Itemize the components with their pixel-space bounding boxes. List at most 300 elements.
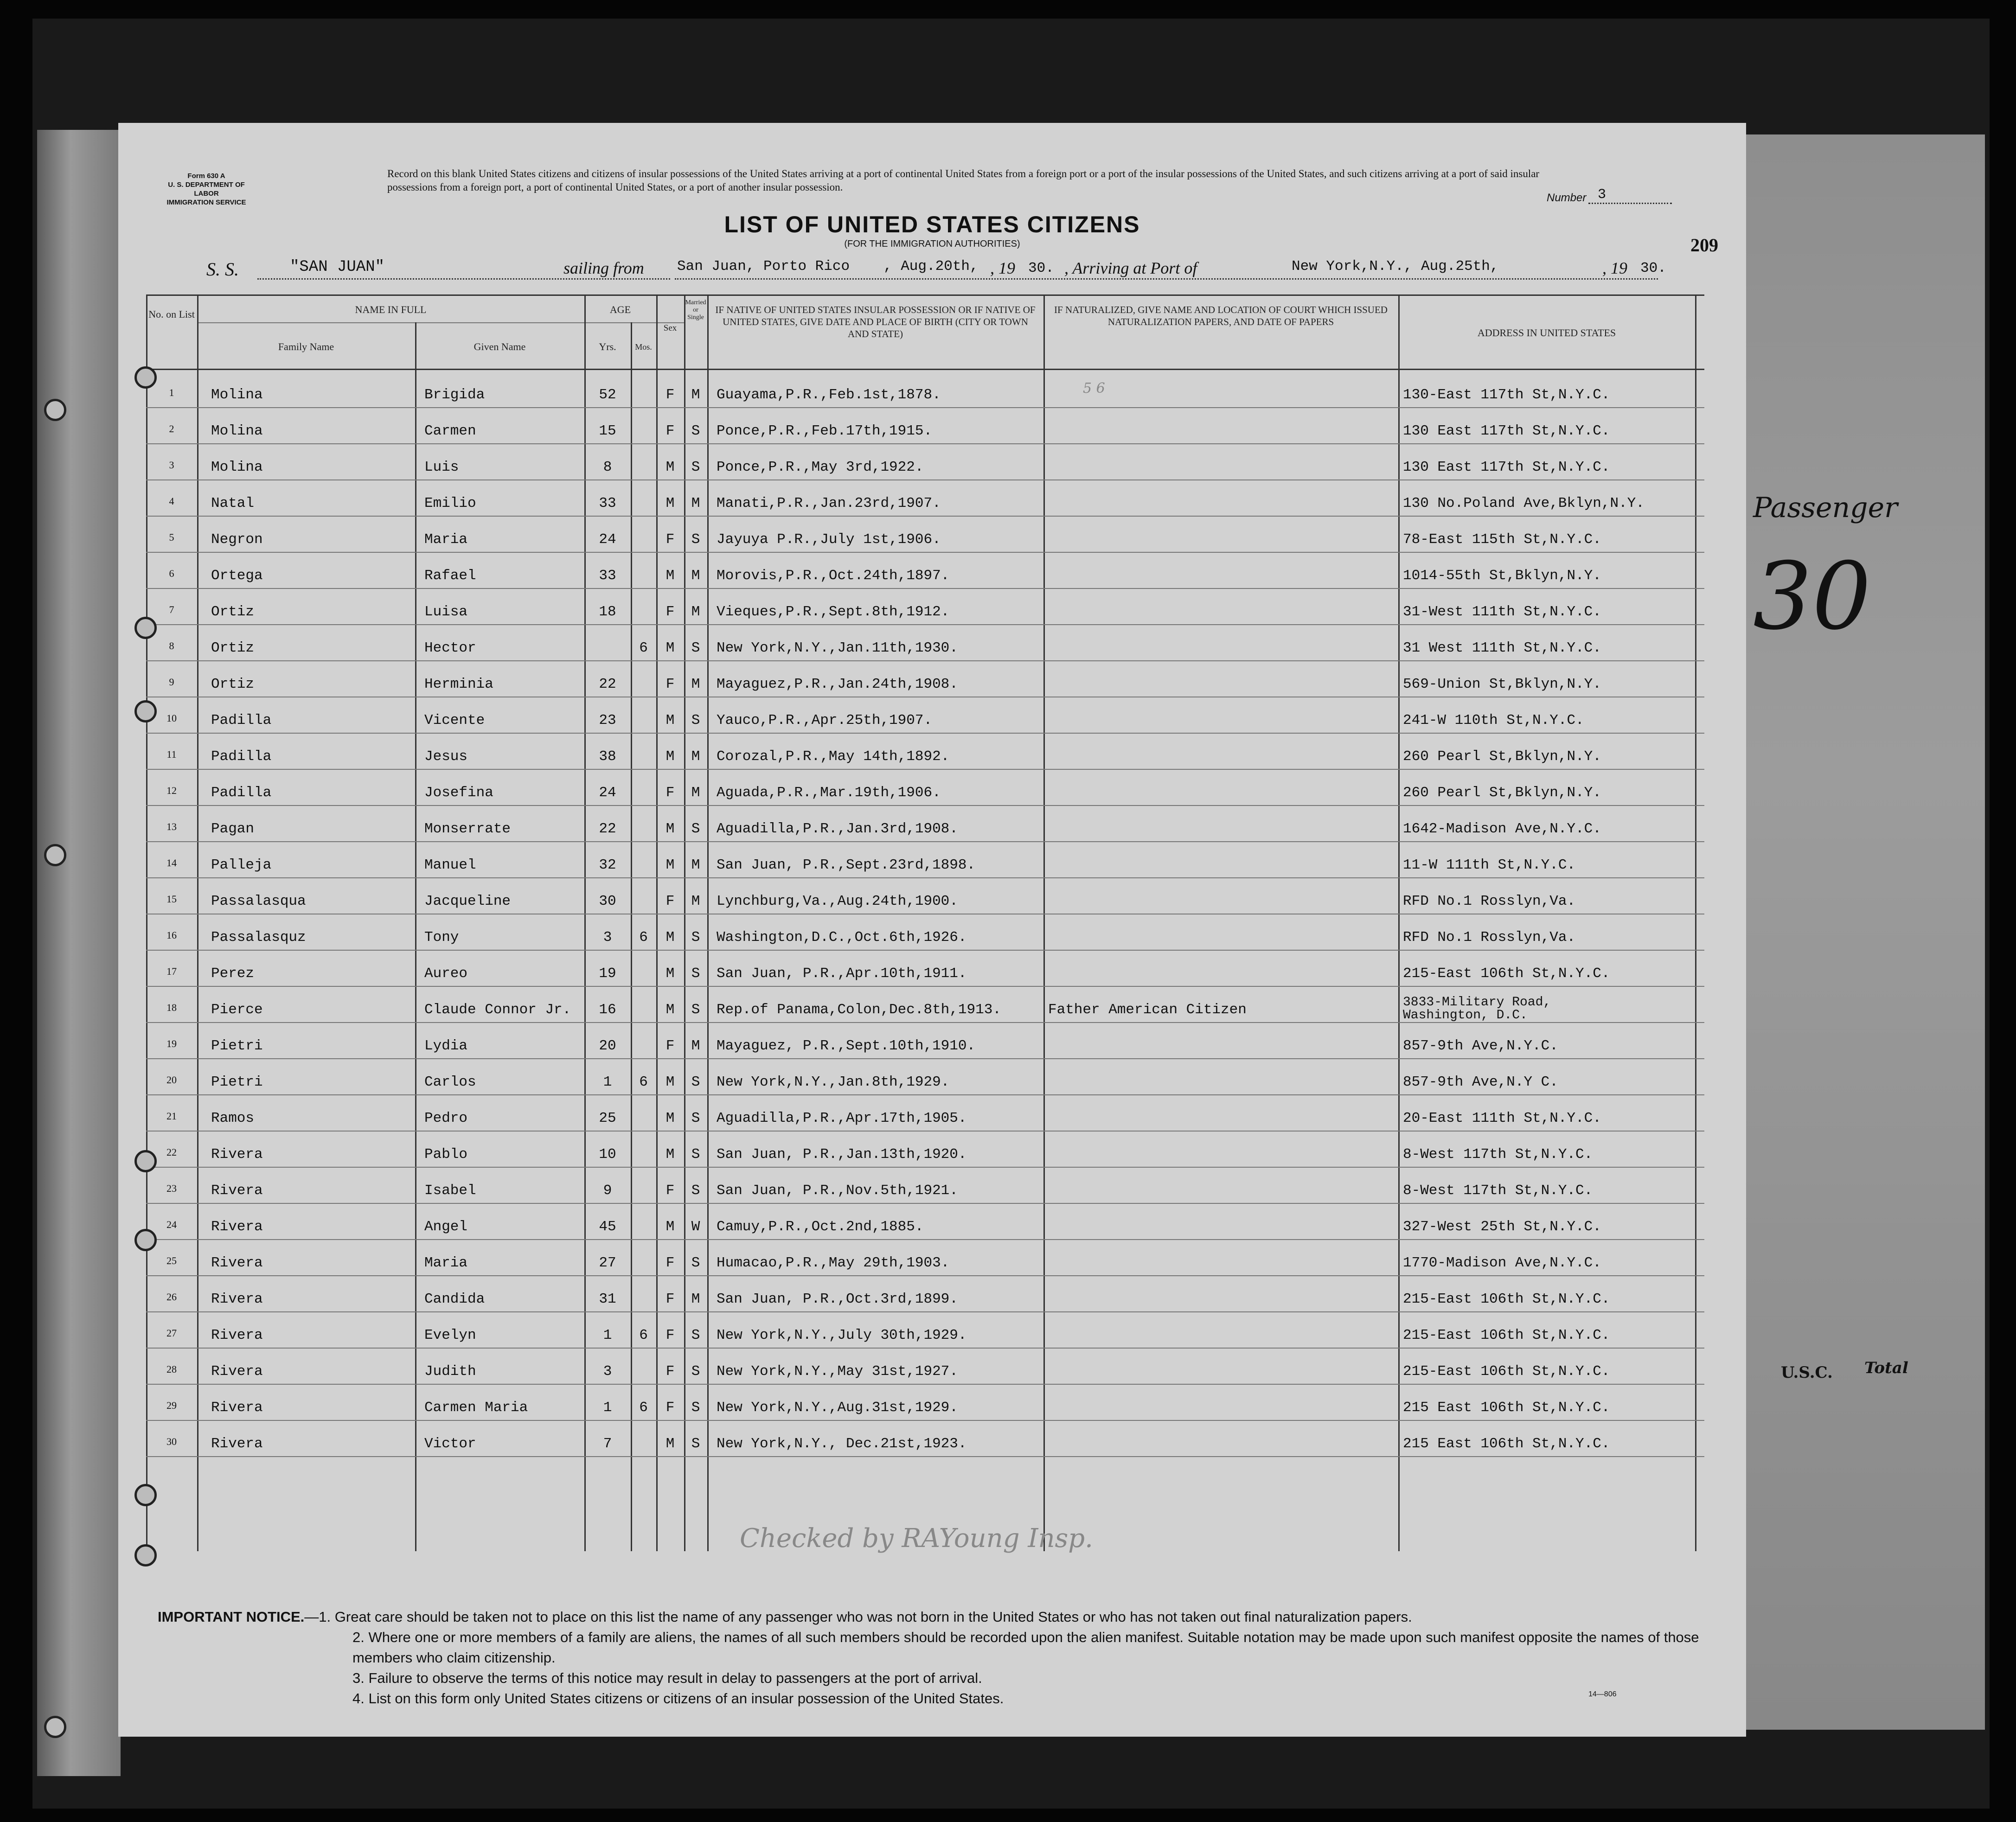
number-label: Number [1547,192,1587,204]
cell-family: Ortiz [211,604,255,620]
cell-given: Herminia [424,676,493,692]
department-name: U. S. DEPARTMENT OF LABOR [168,181,245,198]
cell-addr: 215-East 106th St,N.Y.C. [1403,1327,1610,1343]
punch-hole [134,366,157,389]
cell-no: 7 [169,604,174,615]
cell-yrs: 3 [603,1363,612,1380]
table-row [146,1348,1704,1384]
cell-yrs: 33 [599,495,616,511]
cell-birth: New York,N.Y.,Jan.11th,1930. [717,640,958,656]
cell-family: Molina [211,459,263,475]
cell-birth: Guayama,P.R.,Feb.1st,1878. [717,387,941,403]
cell-addr: 78-East 115th St,N.Y.C. [1403,531,1601,548]
cell-no: 15 [166,893,177,905]
cell-yrs: 9 [603,1183,612,1199]
cell-no: 19 [166,1038,177,1049]
cell-yrs: 24 [599,785,616,801]
cell-sex: F [666,531,675,548]
table-row [146,1058,1704,1094]
table-row [146,1384,1704,1420]
cell-ms: S [691,1110,700,1126]
cell-addr: 20-East 111th St,N.Y.C. [1403,1110,1601,1126]
cell-yrs: 1 [603,1327,612,1343]
cell-given: Vicente [424,712,485,729]
table-row [146,407,1704,443]
cell-yrs: 52 [599,387,616,403]
cell-family: Ortiz [211,676,255,692]
cell-given: Maria [424,531,468,548]
cell-yrs: 27 [599,1255,616,1271]
cell-family: Passalasqua [211,893,306,909]
cell-no: 23 [166,1183,177,1194]
arriving-label: , Arriving at Port of [1064,259,1197,277]
cell-given: Hector [424,640,476,656]
cell-family: Rivera [211,1146,263,1163]
cell-addr: 11-W 111th St,N.Y.C. [1403,857,1576,873]
cell-ms: S [691,965,700,982]
cell-sex: M [666,1002,675,1018]
cell-given: Victor [424,1436,476,1452]
cell-sex: M [666,821,675,837]
cell-addr: 569-Union St,Bklyn,N.Y. [1403,676,1601,692]
cell-birth: Camuy,P.R.,Oct.2nd,1885. [717,1219,924,1235]
cell-birth: Jayuya P.R.,July 1st,1906. [717,531,941,548]
notice-label: IMPORTANT NOTICE. [158,1609,305,1625]
cell-ms: W [691,1219,700,1235]
cell-birth: Mayaguez, P.R.,Sept.10th,1910. [717,1038,976,1054]
cell-addr: RFD No.1 Rosslyn,Va. [1403,893,1576,909]
cell-yrs: 30 [599,893,616,909]
cell-family: Rivera [211,1327,263,1343]
table-row [146,443,1704,479]
cell-family: Passalasquz [211,929,306,946]
cell-family: Rivera [211,1255,263,1271]
cell-no: 17 [166,965,177,977]
table-row [146,841,1704,877]
cell-family: Molina [211,423,263,439]
cell-yrs: 32 [599,857,616,873]
cell-no: 30 [166,1436,177,1447]
header-address: ADDRESS IN UNITED STATES [1477,327,1616,339]
cell-given: Rafael [424,568,476,584]
header-given-name: Given Name [474,341,526,352]
cell-yrs: 24 [599,531,616,548]
cell-given: Luis [424,459,459,475]
cell-addr: 215 East 106th St,N.Y.C. [1403,1436,1610,1452]
cell-birth: New York,N.Y.,May 31st,1927. [717,1363,958,1380]
cell-birth: Aguadilla,P.R.,Apr.17th,1905. [717,1110,967,1126]
cell-ms: M [691,748,700,765]
header-years: Yrs. [599,341,616,352]
cell-birth: Ponce,P.R.,Feb.17th,1915. [717,423,933,439]
citizens-list-form [118,123,1746,1737]
cell-sex: F [666,1400,675,1416]
table-row [146,1275,1704,1311]
cell-ms: S [691,1002,700,1018]
cell-ms: M [691,1038,700,1054]
cell-given: Pedro [424,1110,468,1126]
cell-addr: 857-9th Ave,N.Y C. [1403,1074,1558,1090]
cell-family: Rivera [211,1363,263,1380]
cell-birth: Yauco,P.R.,Apr.25th,1907. [717,712,933,729]
cell-yrs: 19 [599,965,616,982]
table-row [146,877,1704,914]
cell-sex: M [666,1074,675,1090]
sheet-page-number: 209 [1690,235,1718,256]
cell-family: Ortega [211,568,263,584]
cell-ms: S [691,1074,700,1090]
cell-birth: Vieques,P.R.,Sept.8th,1912. [717,604,950,620]
cell-family: Pietri [211,1038,263,1054]
cell-ms: S [691,1146,700,1163]
cell-yrs: 38 [599,748,616,765]
checked-by-signature: Checked by RAYoung Insp. [740,1523,1093,1553]
cell-sex: F [666,1255,675,1271]
cell-no: 9 [169,676,174,688]
table-row [146,1022,1704,1058]
cell-yrs: 31 [599,1291,616,1307]
cell-birth: Rep.of Panama,Colon,Dec.8th,1913. [717,1002,1001,1018]
underlying-sheet [1744,134,1985,1730]
table-row [146,552,1704,588]
number-value: 3 [1598,187,1606,203]
punch-hole [134,1150,157,1172]
cell-yrs: 7 [603,1436,612,1452]
header-naturalized: IF NATURALIZED, GIVE NAME AND LOCATION OF COURT WHICH ISSUED NATURALIZATION PAPERS, AND DATE OF PAPERS [1054,304,1388,327]
cell-given: Lydia [424,1038,468,1054]
cell-ms: S [691,712,700,729]
table-row [146,516,1704,552]
cell-addr: 130-East 117th St,N.Y.C. [1403,387,1610,403]
cell-ms: S [691,1400,700,1416]
cell-given: Maria [424,1255,468,1271]
header-no-on-list: No. on List [148,308,195,320]
cell-ms: S [691,929,700,946]
cell-family: Ortiz [211,640,255,656]
cell-sex: M [666,640,675,656]
cell-given: Carlos [424,1074,476,1090]
cell-family: Rivera [211,1291,263,1307]
cell-birth: San Juan, P.R.,Nov.5th,1921. [717,1183,958,1199]
cell-mos: 6 [639,929,648,946]
cell-sex: M [666,495,675,511]
cell-birth: Morovis,P.R.,Oct.24th,1897. [717,568,950,584]
cell-no: 22 [166,1146,177,1158]
cell-birth: San Juan, P.R.,Apr.10th,1911. [717,965,967,982]
table-row [146,624,1704,660]
punch-hole [134,1544,157,1566]
cell-ms: M [691,785,700,801]
cell-no: 6 [169,568,174,579]
table-row [146,1420,1704,1456]
cell-addr: 260 Pearl St,Bklyn,N.Y. [1403,748,1601,765]
cell-given: Jesus [424,748,468,765]
cell-no: 14 [166,857,177,869]
cell-birth: San Juan, P.R.,Jan.13th,1920. [717,1146,967,1163]
cell-ms: M [691,604,700,620]
voyage-underline [675,278,1658,280]
cell-ms: S [691,1255,700,1271]
cell-mos: 6 [639,1074,648,1090]
sailing-date: , Aug.20th, [883,258,979,275]
cell-ms: S [691,821,700,837]
cell-no: 27 [166,1327,177,1339]
record-instructions: Record on this blank United States citizens and citizens of insular possessions of the United States arriving at a port of continental United States from a foreign port or a port of the insular possessions of the United States, and such citizens arriving at a port of said insular possessions from a foreign port, a port of continental United States, or a port of another insular possession. [387,168,1540,193]
cell-addr: RFD No.1 Rosslyn,Va. [1403,929,1576,946]
right-passenger-note: Passenger [1753,492,1898,524]
table-row [146,588,1704,624]
cell-no: 26 [166,1291,177,1303]
cell-mos: 6 [639,1327,648,1343]
cell-addr: 31 West 111th St,N.Y.C. [1403,640,1601,656]
header-bottom-rule [146,369,1704,370]
cell-given: Emilio [424,495,476,511]
sailing-from-label: sailing from [563,259,644,277]
name-age-subrule [197,322,684,323]
cell-ms: S [691,1363,700,1380]
header-sex: Sex [663,323,677,333]
cell-addr: 215-East 106th St,N.Y.C. [1403,1291,1610,1307]
table-row [146,1239,1704,1275]
cell-birth: Humacao,P.R.,May 29th,1903. [717,1255,950,1271]
cell-ms: M [691,1291,700,1307]
cell-sex: M [666,712,675,729]
ship-underline [257,278,670,280]
number-underline [1588,203,1672,204]
cell-ms: M [691,893,700,909]
right-total-note: Total [1864,1359,1908,1377]
cell-addr: 3833-Military Road, [1403,995,1551,1010]
table-row [146,733,1704,769]
header-birth: IF NATIVE OF UNITED STATES INSULAR POSSESSION OR IF NATIVE OF UNITED STATES, GIVE DATE AND PLACE OF BIRTH (CITY OR TOWN AND STATE) [715,304,1036,339]
page-title: LIST OF UNITED STATES CITIZENS [724,211,1140,237]
cell-sex: F [666,1363,675,1380]
cell-sex: F [666,1291,675,1307]
cell-family: Pagan [211,821,255,837]
form-number: Form 630 A [187,172,225,180]
cell-sex: M [666,965,675,982]
cell-ms: S [691,1183,700,1199]
table-row [146,950,1704,986]
cell-mos: 6 [639,640,648,656]
cell-ms: M [691,495,700,511]
form-agency-block [155,172,257,207]
cell-no: 21 [166,1110,177,1122]
cell-sex: M [666,1436,675,1452]
cell-no: 1 [169,387,174,398]
cell-sex: F [666,785,675,801]
cell-family: Rivera [211,1183,263,1199]
cell-ms: S [691,640,700,656]
cell-yrs: 45 [599,1219,616,1235]
cell-no: 12 [166,785,177,796]
cell-given: Judith [424,1363,476,1380]
cell-nat: Father American Citizen [1048,1002,1247,1018]
cell-given: Aureo [424,965,468,982]
arrival-port: New York,N.Y., Aug.25th, [1292,258,1499,275]
punch-hole [134,1484,157,1506]
cell-family: Natal [211,495,255,511]
header-name-in-full: NAME IN FULL [355,304,427,315]
cell-yrs: 33 [599,568,616,584]
cell-addr: 241-W 110th St,N.Y.C. [1403,712,1584,729]
header-months: Mos. [635,342,652,352]
cell-addr: 215 East 106th St,N.Y.C. [1403,1400,1610,1416]
table-top-rule [146,294,1704,296]
cell-addr: 31-West 111th St,N.Y.C. [1403,604,1601,620]
cell-addr: 857-9th Ave,N.Y.C. [1403,1038,1558,1054]
cell-yrs: 15 [599,423,616,439]
cell-birth: New York,N.Y.,July 30th,1929. [717,1327,967,1343]
cell-family: Rivera [211,1436,263,1452]
cell-given: Carmen [424,423,476,439]
cell-given: Jacqueline [424,893,511,909]
cell-no: 24 [166,1219,177,1230]
cell-addr: 1642-Madison Ave,N.Y.C. [1403,821,1601,837]
sailing-port: San Juan, Porto Rico [677,258,850,275]
binding-strip [37,130,121,1776]
cell-sex: F [666,604,675,620]
table-row [146,479,1704,516]
cell-birth: New York,N.Y.,Jan.8th,1929. [717,1074,950,1090]
cell-yrs: 20 [599,1038,616,1054]
cell-no: 8 [169,640,174,652]
ss-label: S. S. [206,259,239,280]
table-row [146,697,1704,733]
cell-family: Perez [211,965,255,982]
page-subtitle: (FOR THE IMMIGRATION AUTHORITIES) [844,239,1020,249]
cell-given: Candida [424,1291,485,1307]
cell-sex: M [666,748,675,765]
cell-ms: M [691,676,700,692]
table-row [146,1311,1704,1348]
cell-birth: New York,N.Y.,Aug.31st,1929. [717,1400,958,1416]
punch-hole [44,844,66,866]
cell-ms: M [691,857,700,873]
cell-given: Evelyn [424,1327,476,1343]
cell-addr: 8-West 117th St,N.Y.C. [1403,1146,1593,1163]
table-row [146,1094,1704,1131]
header-married: Married or Single [685,299,706,321]
cell-sex: F [666,1327,675,1343]
cell-family: Rivera [211,1400,263,1416]
cell-addr: 260 Pearl St,Bklyn,N.Y. [1403,785,1601,801]
cell-sex: M [666,459,675,475]
cell-birth: Manati,P.R.,Jan.23rd,1907. [717,495,941,511]
cell-yrs: 10 [599,1146,616,1163]
cell-given: Brigida [424,387,485,403]
cell-sex: M [666,568,675,584]
cell-birth: New York,N.Y., Dec.21st,1923. [717,1436,967,1452]
cell-addr: 130 East 117th St,N.Y.C. [1403,459,1610,475]
cell-sex: F [666,387,675,403]
cell-no: 2 [169,423,174,435]
cell-yrs: 16 [599,1002,616,1018]
table-row [146,805,1704,841]
cell-addr-line2: Washington, D.C. [1403,1008,1528,1023]
cell-no: 10 [166,712,177,724]
cell-addr: 130 No.Poland Ave,Bklyn,N.Y. [1403,495,1645,511]
punch-hole [134,700,157,722]
cell-given: Claude Connor Jr. [424,1002,571,1018]
cell-family: Padilla [211,748,272,765]
sailing-year-prefix: , 19 [990,259,1015,277]
cell-given: Luisa [424,604,468,620]
cell-birth: Aguadilla,P.R.,Jan.3rd,1908. [717,821,958,837]
cell-yrs: 22 [599,676,616,692]
cell-ms: S [691,459,700,475]
header-family-name: Family Name [278,341,334,352]
cell-yrs: 23 [599,712,616,729]
notice-item-3: 3. Failure to observe the terms of this notice may result in delay to passengers at the port of arrival. [352,1670,982,1686]
table-row [146,660,1704,697]
cell-addr: 327-West 25th St,N.Y.C. [1403,1219,1601,1235]
cell-family: Padilla [211,785,272,801]
cell-sex: F [666,893,675,909]
cell-sex: M [666,1146,675,1163]
cell-addr: 8-West 117th St,N.Y.C. [1403,1183,1593,1199]
cell-no: 3 [169,459,174,471]
cell-no: 13 [166,821,177,832]
cell-given: Carmen Maria [424,1400,528,1416]
cell-ms: S [691,1327,700,1343]
cell-family: Padilla [211,712,272,729]
cell-no: 4 [169,495,174,507]
cell-addr: 215-East 106th St,N.Y.C. [1403,965,1610,982]
right-number-note: 30 [1753,543,1871,651]
notice-item-4: 4. List on this form only United States citizens or citizens of an insular possession of the United States. [352,1690,1004,1707]
cell-family: Negron [211,531,263,548]
cell-mos: 6 [639,1400,648,1416]
cell-sex: F [666,1183,675,1199]
cell-sex: M [666,857,675,873]
cell-sex: M [666,1219,675,1235]
cell-birth: San Juan, P.R.,Sept.23rd,1898. [717,857,976,873]
cell-given: Isabel [424,1183,476,1199]
important-notice [158,1607,1711,1709]
cell-no: 16 [166,929,177,941]
cell-sex: M [666,929,675,946]
form-code: 14—806 [1588,1690,1617,1698]
cell-yrs: 25 [599,1110,616,1126]
cell-addr: 1014-55th St,Bklyn,N.Y. [1403,568,1601,584]
ship-name: "SAN JUAN" [290,258,385,276]
cell-family: Pietri [211,1074,263,1090]
arrival-year-suffix: 30. [1640,260,1666,276]
cell-birth: Lynchburg,Va.,Aug.24th,1900. [717,893,958,909]
passenger-table [146,294,1704,1551]
arrival-year-prefix: , 19 [1602,259,1627,277]
cell-no: 25 [166,1255,177,1266]
cell-ms: M [691,387,700,403]
punch-hole [134,617,157,639]
table-row [146,371,1704,407]
header-age: AGE [609,304,631,315]
cell-given: Angel [424,1219,468,1235]
cell-given: Josefina [424,785,493,801]
cell-no: 18 [166,1002,177,1013]
cell-sex: F [666,423,675,439]
cell-birth: Ponce,P.R.,May 3rd,1922. [717,459,924,475]
cell-birth: Mayaguez,P.R.,Jan.24th,1908. [717,676,958,692]
cell-no: 5 [169,531,174,543]
cell-no: 29 [166,1400,177,1411]
cell-family: Pierce [211,1002,263,1018]
cell-family: Ramos [211,1110,255,1126]
margin-note: 5 6 [1083,380,1105,396]
cell-ms: S [691,423,700,439]
punch-hole [134,1229,157,1251]
